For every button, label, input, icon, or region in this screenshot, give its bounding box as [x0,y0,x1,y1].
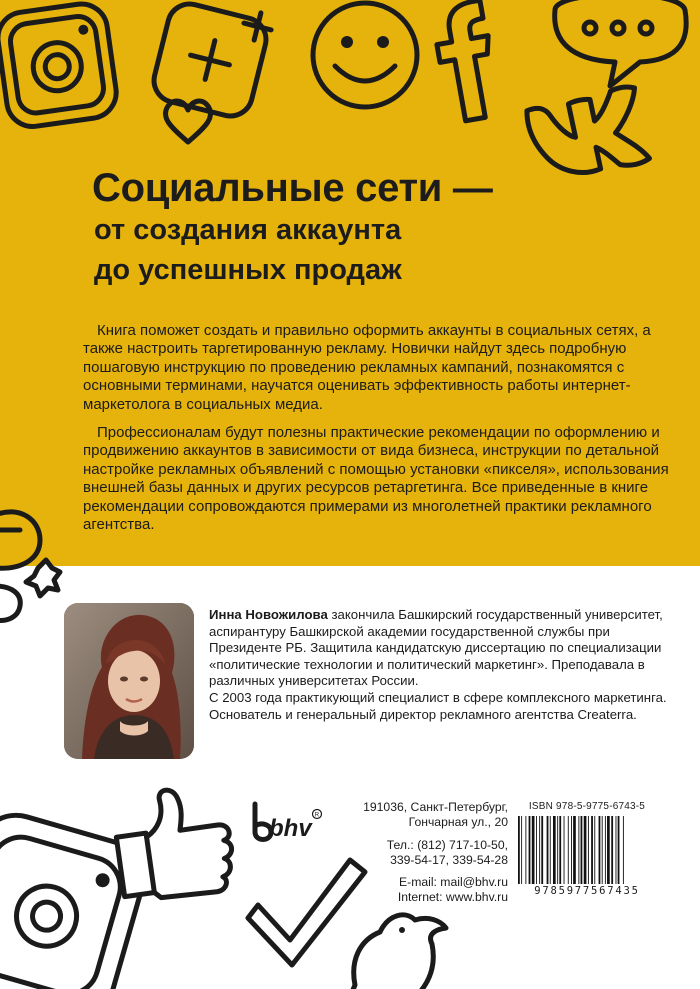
book-title [92,166,493,290]
author-photo [64,603,194,759]
svg-text:R: R [314,812,320,819]
thumbs-up-icon [111,782,237,904]
author-bio-main [209,607,669,690]
bhv-logo-text: bhv [269,815,312,842]
publisher-address-2: Гончарная ул., 20 [408,815,508,830]
twitter-bird-icon [352,915,446,989]
publisher-contacts [358,800,508,906]
author-bio-experience: С 2003 года практикующий специалист в сфере комплексного маркетинга. [209,689,667,705]
isbn-barcode [512,801,662,899]
author-bio [209,607,669,723]
publisher-email: E-mail: mail@bhv.ru [399,875,508,890]
author-portrait-icon [64,603,194,759]
checkmark-icon [248,860,365,965]
isbn-label: ISBN 978-5-9775-6743-5 [528,801,646,812]
publisher-address-1: 191036, Санкт-Петербург, [363,800,508,814]
description-paragraph-2: Профессионалам будут полезны практические рекомендации по оформлению и продвижению аккаунтов в зависимости от вида бизнеса, инструкции по детальной настройке рекламных объявлений с помощью установки «пикселя», использования внешней базы данных и других ресурсов ретаргетинга. Все приведенные в книге рекомендации сопровождаются примерами из многолетней практики рекламного агентства. [83,424,669,534]
book-description [83,322,673,544]
author-name: Инна Новожилова [209,607,328,622]
author-bio-text: закончила Башкирский государственный университет, аспирантуру Башкирской академии государственной службы при Президенте РБ. Защитила кандидатскую диссертацию по специализации «политические технологии и политический маркетинг». Преподавала в различных университетах России. [209,607,663,689]
description-paragraph-1: Книга поможет создать и правильно оформить аккаунты в социальных сетях, а также настроить таргетированную рекламу. Новички найдут здесь подробную пошаговую инструкцию по проведению рекламных кампаний, познакомятся с основными терминами, научатся оценивать эффективность работы интернет-маркетолога в социальных медиа. [83,322,651,413]
instagram-icon [0,806,152,989]
title-line-2: от создания аккаунта [94,214,402,246]
author-bio-founder: Основатель и генеральный директор рекламного агентства Createrra. [209,706,637,722]
title-line-3: до успешных продаж [94,254,402,286]
barcode-bars [518,816,658,884]
publisher-internet: Internet: www.bhv.ru [397,890,508,905]
publisher-phone-1: Тел.: (812) 717-10-50, [386,837,508,852]
author-section [0,566,700,789]
publisher-phone-2: 339-54-17, 339-54-28 [390,852,508,867]
bhv-logo [245,798,325,848]
barcode-number: 9785977567435 [534,885,640,897]
title-line-1: Социальные сети — [92,166,493,210]
